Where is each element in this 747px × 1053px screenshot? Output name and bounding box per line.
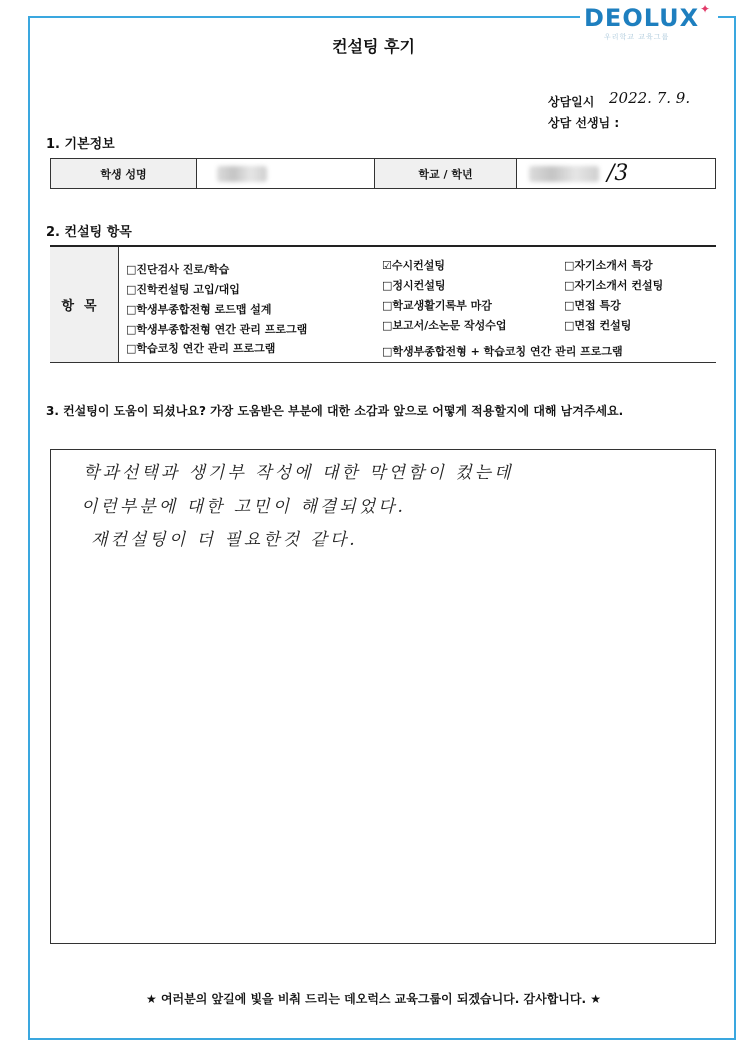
item-checkbox[interactable]: □자기소개서 컨설팅 (564, 279, 664, 292)
grade-value: /3 (607, 161, 629, 186)
brand-logo: DEOLUX (584, 4, 700, 32)
item-checkbox[interactable]: □면접 특강 (564, 299, 621, 312)
school-grade-label: 학교 / 학년 (375, 159, 517, 188)
items-head-label: 항목 (50, 247, 119, 362)
brand-tagline: 우리학교 교육그룹 (604, 33, 670, 41)
item-checkbox[interactable]: □자기소개서 특강 (564, 259, 653, 272)
date-label: 상담일시 (548, 95, 595, 109)
feedback-answer-box[interactable] (50, 449, 716, 944)
handwritten-line: 이런부분에 대한 고민이 해결되었다. (81, 497, 406, 517)
frame-top-border-right (718, 16, 736, 18)
section-items-title: 2. 컨설팅 항목 (46, 225, 132, 240)
date-value: 2022. 7. 9. (609, 89, 691, 107)
redacted-school (529, 166, 599, 182)
handwritten-line: 학과선택과 생기부 작성에 대한 막연함이 컸는데 (83, 463, 514, 483)
footer-message: ★ 여러분의 앞길에 빛을 비춰 드리는 데오럭스 교육그룹이 되겠습니다. 감사합니다. ★ (146, 992, 601, 1006)
item-checkbox[interactable]: □학생부종합전형 + 학습코칭 연간 관리 프로그램 (382, 345, 623, 358)
item-checkbox[interactable]: □진학컨설팅 고입/대입 (126, 283, 240, 296)
item-checkbox[interactable]: □학생부종합전형 연간 관리 프로그램 (126, 323, 308, 336)
consulting-items-table (50, 245, 716, 363)
handwritten-line: 재컨설팅이 더 필요한것 같다. (91, 530, 358, 550)
teacher-label: 상담 선생님 : (548, 116, 620, 130)
item-checkbox[interactable]: □학교생활기록부 마감 (382, 299, 492, 312)
item-checkbox[interactable]: □정시컨설팅 (382, 279, 446, 292)
item-checkbox[interactable]: □진단검사 진로/학습 (126, 263, 230, 276)
school-grade-value (517, 159, 715, 188)
redacted-name (217, 166, 267, 182)
item-checkbox[interactable]: □학습코칭 연간 관리 프로그램 (126, 342, 276, 355)
feedback-question: 3. 컨설팅이 도움이 되셨나요? 가장 도움받은 부분에 대한 소감과 앞으로 어떻게 적용할지에 대해 남겨주세요. (46, 404, 624, 418)
frame-top-border (28, 16, 580, 18)
logo-star-icon: ✦ (700, 2, 711, 16)
basic-info-table (50, 158, 716, 189)
student-name-label: 학생 성명 (51, 159, 197, 188)
item-checkbox[interactable]: □학생부종합전형 로드맵 설계 (126, 303, 272, 316)
student-name-value (197, 159, 375, 188)
item-checkbox-checked[interactable]: ☑수시컨설팅 (382, 259, 445, 272)
item-checkbox[interactable]: □면접 컨설팅 (564, 319, 632, 332)
section-basic-info-title: 1. 기본정보 (46, 137, 115, 152)
page-title: 컨설팅 후기 (332, 37, 415, 56)
item-checkbox[interactable]: □보고서/소논문 작성수업 (382, 319, 507, 332)
